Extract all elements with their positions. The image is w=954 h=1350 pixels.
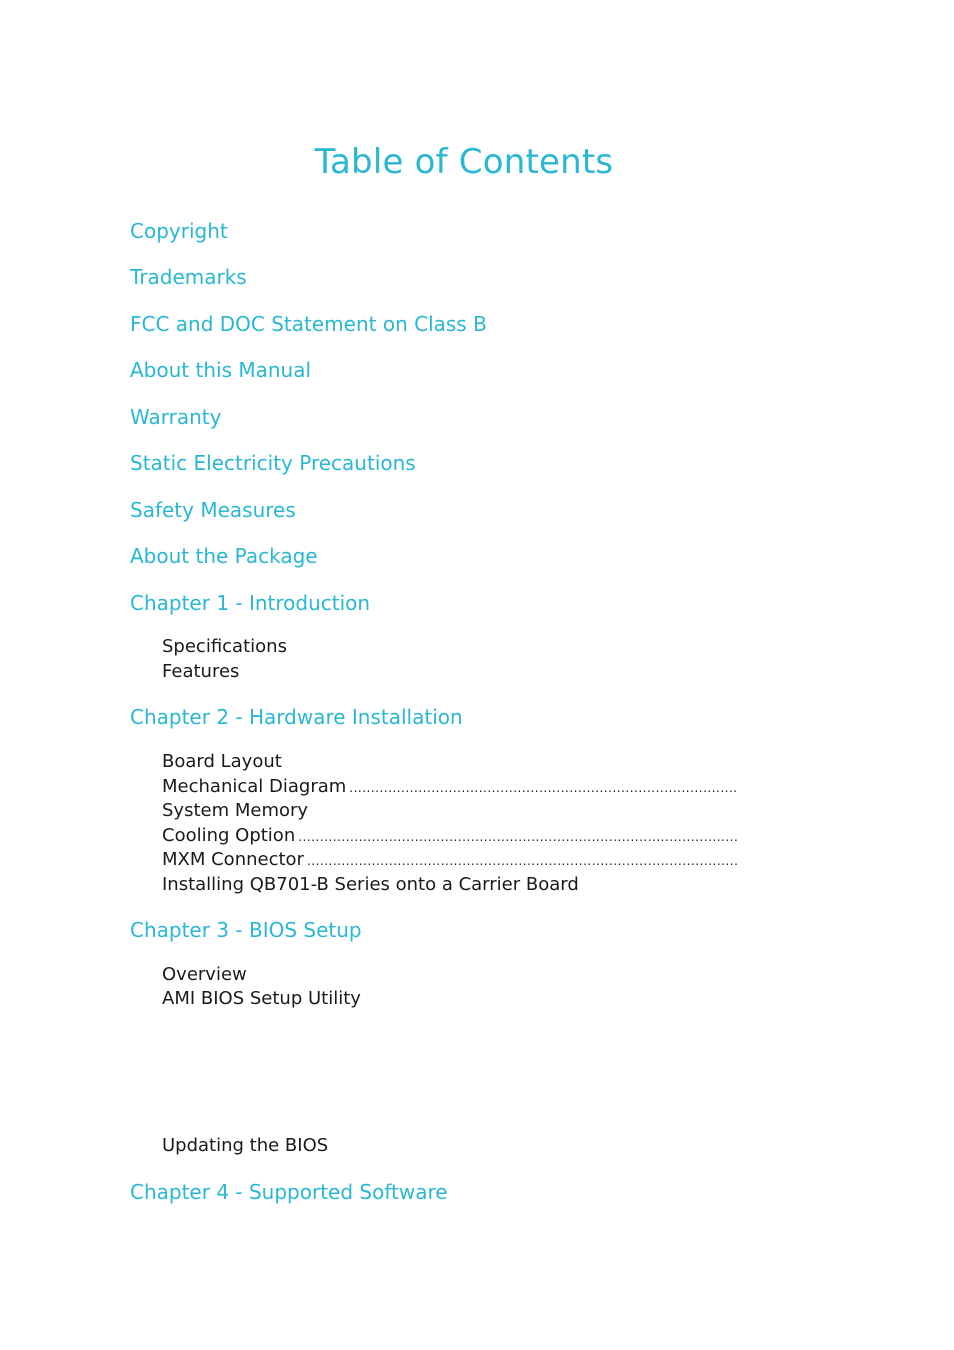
toc-item-label: Features bbox=[162, 661, 240, 682]
toc-item-label: Mechanical Diagram bbox=[162, 776, 347, 797]
dot-leader bbox=[349, 776, 738, 800]
toc-item-label: System Memory bbox=[162, 800, 309, 821]
toc-item-installing[interactable] bbox=[162, 873, 738, 897]
toc-item-mxm-connector[interactable] bbox=[162, 848, 738, 873]
toc-item-label: Board Layout bbox=[162, 751, 282, 772]
dot-leader bbox=[298, 825, 738, 849]
toc-item-label: MXM Connector bbox=[162, 849, 304, 870]
toc-item-board-layout[interactable] bbox=[162, 750, 738, 774]
toc-item-mechanical-diagram[interactable] bbox=[162, 775, 738, 800]
toc-link-chapter-2[interactable]: Chapter 2 - Hardware Installation bbox=[130, 705, 463, 729]
toc-item-label: Specifications bbox=[162, 636, 287, 657]
toc-item-features[interactable] bbox=[162, 660, 738, 684]
toc-item-updating-bios[interactable] bbox=[162, 1134, 738, 1158]
toc-item-overview[interactable] bbox=[162, 963, 738, 987]
toc-item-label: AMI BIOS Setup Utility bbox=[162, 988, 361, 1009]
toc-link-fcc-statement[interactable]: FCC and DOC Statement on Class B bbox=[130, 312, 487, 336]
page-title: Table of Contents bbox=[314, 142, 614, 182]
toc-link-copyright[interactable]: Copyright bbox=[130, 219, 228, 243]
toc-link-safety-measures[interactable]: Safety Measures bbox=[130, 498, 296, 522]
toc-link-chapter-1[interactable]: Chapter 1 - Introduction bbox=[130, 591, 371, 615]
toc-item-label: Overview bbox=[162, 964, 247, 985]
toc-item-ami-bios[interactable] bbox=[162, 987, 738, 1011]
toc-link-warranty[interactable]: Warranty bbox=[130, 405, 222, 429]
toc-item-label: Cooling Option bbox=[162, 825, 296, 846]
toc-link-about-package[interactable]: About the Package bbox=[130, 544, 318, 568]
toc-item-label: Updating the BIOS bbox=[162, 1135, 329, 1156]
toc-link-trademarks[interactable]: Trademarks bbox=[130, 265, 247, 289]
toc-link-chapter-4[interactable]: Chapter 4 - Supported Software bbox=[130, 1180, 448, 1204]
toc-link-chapter-3[interactable]: Chapter 3 - BIOS Setup bbox=[130, 918, 362, 942]
toc-item-label: Installing QB701-B Series onto a Carrier Board bbox=[162, 874, 579, 895]
toc-item-specifications[interactable] bbox=[162, 635, 738, 659]
toc-item-cooling-option[interactable] bbox=[162, 824, 738, 849]
toc-link-about-manual[interactable]: About this Manual bbox=[130, 358, 312, 382]
dot-leader bbox=[307, 849, 738, 873]
toc-item-system-memory[interactable] bbox=[162, 799, 738, 823]
toc-link-static-electricity[interactable]: Static Electricity Precautions bbox=[130, 451, 416, 475]
